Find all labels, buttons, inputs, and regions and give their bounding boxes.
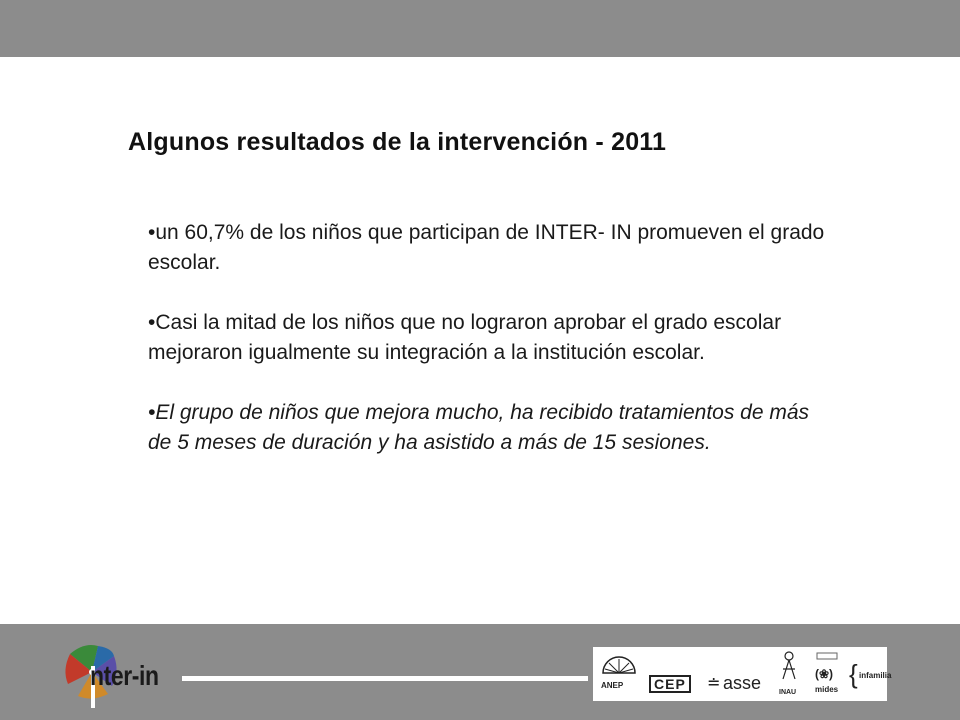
cep-logo: CEP bbox=[649, 675, 691, 693]
inter-in-logo-text: nter-in bbox=[90, 660, 159, 691]
sponsor-logos bbox=[593, 647, 892, 701]
asse-equals-icon: ≐ bbox=[707, 675, 721, 692]
slide-title: Algunos resultados de la intervención - 2011 bbox=[128, 128, 667, 156]
mides-symbol-icon: (❀) bbox=[815, 667, 834, 681]
bullet-integration: •Casi la mitad de los niños que no lograron aprobar el grado escolar mejoraron igualmente su integración a la institución escolar. bbox=[148, 311, 782, 364]
infamilia-logo: infamilia bbox=[859, 671, 892, 680]
bullet-treatment: •El grupo de niños que mejora mucho, ha recibido tratamientos de más de 5 meses de duración y ha asistido a más de 15 sesiones. bbox=[148, 401, 810, 454]
anep-emblem-icon bbox=[599, 651, 639, 675]
bullet-list bbox=[148, 218, 828, 488]
anep-logo: ANEP bbox=[601, 681, 624, 690]
footer-divider bbox=[182, 676, 588, 681]
inau-logo: INAU bbox=[779, 689, 797, 696]
infamilia-brace-icon: { bbox=[849, 659, 858, 689]
inau-figure-icon bbox=[779, 651, 799, 685]
mides-logo: mides bbox=[815, 685, 839, 694]
asse-logo: asse bbox=[723, 673, 762, 693]
header-band bbox=[0, 0, 960, 57]
bullet-promotion: •un 60,7% de los niños que participan de INTER- IN promueven el grado escolar. bbox=[148, 221, 825, 274]
mides-emblem-icon bbox=[815, 649, 839, 663]
